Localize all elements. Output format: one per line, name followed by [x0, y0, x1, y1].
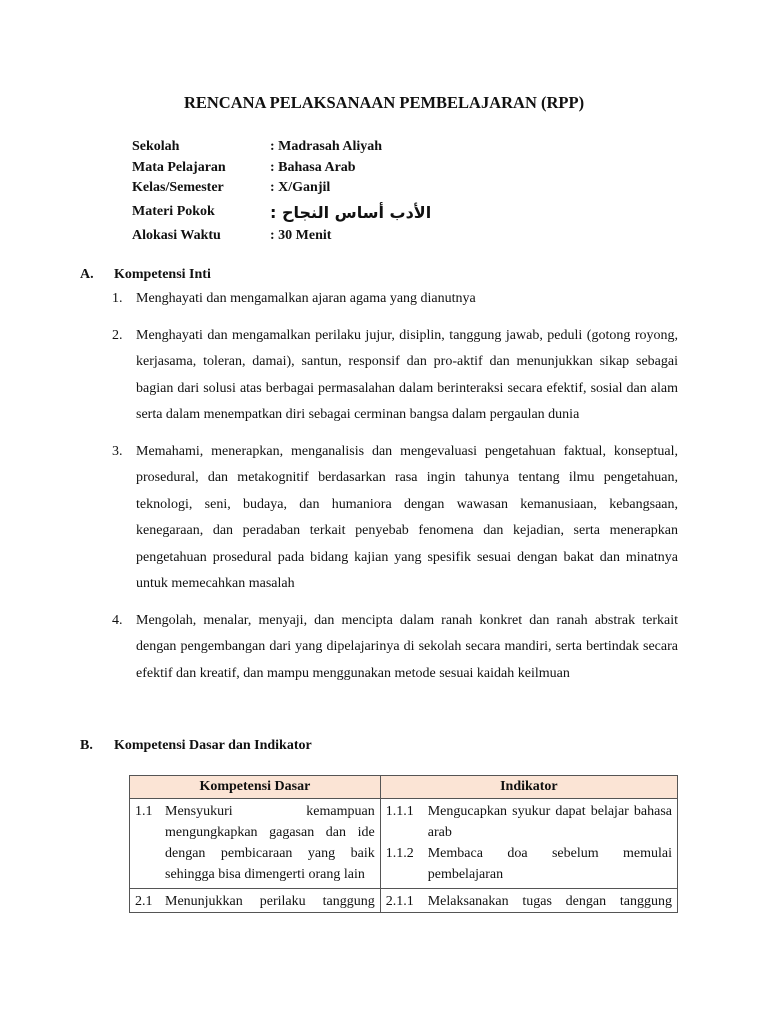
section-title: Kompetensi Inti	[114, 267, 211, 282]
indikator-entry	[386, 843, 672, 885]
table-cell-indikator	[380, 889, 677, 913]
list-number: 2.	[112, 327, 123, 343]
section-a-heading	[80, 267, 211, 283]
kd-indikator-table	[129, 775, 678, 913]
section-letter: B.	[80, 738, 93, 753]
identity-row-time	[132, 226, 431, 247]
indikator-text: Mengucapkan syukur dapat belajar bahasa arab	[427, 804, 672, 840]
indikator-entry	[386, 801, 672, 843]
identity-value-arabic: : الأدب أساس النجاح	[270, 202, 432, 222]
list-text: Menghayati dan mengamalkan ajaran agama yang dianutnya	[136, 291, 476, 306]
list-text: Mengolah, menalar, menyaji, dan mencipta dalam ranah konkret dan ranah abstrak terkait dengan pengembangan dari yang dipelajarinya di sekolah secara mandiri, serta bertindak secara efektif dan kreatif, dan mampu menggunakan metode sesuai kaidah keilmuan	[136, 612, 678, 681]
identity-row-school	[132, 137, 431, 158]
indikator-number: 2.1.1	[385, 894, 414, 909]
indikator-entry	[386, 891, 672, 912]
identity-row-material	[132, 199, 431, 226]
indikator-text: Melaksanakan tugas dengan tanggung	[427, 894, 672, 909]
identity-value: : Bahasa Arab	[270, 159, 356, 175]
identity-value: : X/Ganjil	[270, 180, 331, 196]
indikator-number: 1.1.2	[385, 846, 414, 861]
table-cell-indikator	[380, 799, 677, 889]
table-header-indikator: Indikator	[380, 776, 677, 799]
list-item	[112, 286, 678, 313]
identity-label: Kelas/Semester	[132, 180, 224, 196]
section-b-heading	[80, 738, 312, 754]
identity-block	[132, 137, 431, 246]
document-title: RENCANA PELAKSANAAN PEMBELAJARAN (RPP)	[183, 93, 585, 112]
table-cell-kd	[130, 889, 381, 913]
table-row	[130, 889, 678, 913]
kompetensi-inti-list	[112, 286, 678, 697]
kd-text: Menunjukkan perilaku tanggung	[165, 894, 375, 909]
kd-number: 1.1	[135, 804, 153, 819]
list-number: 4.	[112, 612, 123, 628]
identity-label: Sekolah	[132, 139, 180, 155]
identity-value: : Madrasah Aliyah	[270, 139, 383, 155]
list-item	[112, 608, 678, 688]
indikator-text: Membaca doa sebelum memulai pembelajaran	[427, 846, 672, 882]
list-number: 1.	[112, 291, 123, 306]
list-text: Memahami, menerapkan, menganalisis dan mengevaluasi pengetahuan faktual, konseptual, prosedural, dan metakognitif berdasarkan rasa ingin tahunya tentang ilmu pengetahuan, teknologi, seni, budaya, dan humaniora dengan wawasan kemanusiaan, kebangsaan, kenegaraan, dan peradaban terkait penyebab fenomena dan kejadian, serta menerapkan pengetahuan prosedural pada bidang kajian yang spesifik sesuai dengan bakat dan minatnya untuk memecahkan masalah	[136, 443, 678, 591]
list-number: 3.	[112, 443, 123, 459]
identity-label: Mata Pelajaran	[132, 159, 226, 175]
identity-row-subject	[132, 158, 431, 179]
table-cell-kd	[130, 799, 381, 889]
kd-number: 2.1	[135, 894, 153, 909]
kd-entry	[135, 801, 375, 885]
list-item	[112, 323, 678, 429]
table-header-row	[130, 776, 678, 799]
section-letter: A.	[80, 267, 94, 282]
kd-entry	[135, 891, 375, 912]
indikator-number: 1.1.1	[385, 804, 414, 819]
table-header-kd: Kompetensi Dasar	[130, 776, 381, 799]
identity-value: : 30 Menit	[270, 227, 332, 243]
list-item	[112, 439, 678, 598]
table-row	[130, 799, 678, 889]
identity-label: Materi Pokok	[132, 204, 215, 219]
section-title: Kompetensi Dasar dan Indikator	[114, 738, 312, 753]
identity-row-class	[132, 178, 431, 199]
identity-label: Alokasi Waktu	[132, 227, 221, 243]
kd-text: Mensyukuri kemampuan mengungkapkan gagasan dan ide dengan pembicaraan yang baik sehingga bisa dimengerti orang lain	[165, 804, 375, 882]
list-text: Menghayati dan mengamalkan perilaku jujur, disiplin, tanggung jawab, peduli (gotong royong, kerjasama, toleran, damai), santun, responsif dan pro-aktif dan menunjukkan sikap sebagai bagian dari solusi atas berbagai permasalahan dalam berinteraksi secara efektif, sosial dan alam serta dalam menempatkan diri sebagai cerminan bangsa dalam pergaulan dunia	[136, 327, 678, 422]
